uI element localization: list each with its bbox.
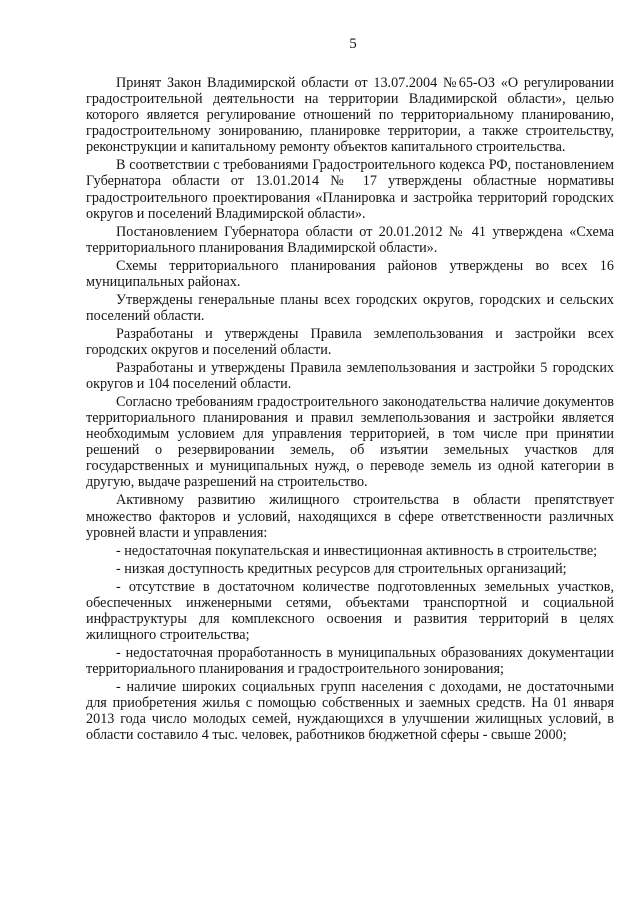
list-item-low-activity: - недостаточная покупательская и инвестиционная активность в строительстве; <box>116 542 598 559</box>
paragraph-law-adoption: Принят Закон Владимирской области от 13.07.2004 №65-ОЗ «О регулировании градостроительной деятельности на территории Владимирской области», целью которого является регулирование отношений по территориальному планированию, градостроительному зонированию, планировке территории, а также строительству, реконструкции и капитальному ремонту объектов капитального строительства. <box>86 75 614 156</box>
paragraph-territorial-scheme: Постановлением Губернатора области от 20.01.2012 № 41 утверждена «Схема территориального планирования Владимирской области». <box>86 223 614 256</box>
paragraph-regional-norms: В соответствии с требованиями Градостроительного кодекса РФ, постановлением Губернатора области от 13.01.2014 № 17 утверждены областные нормативы градостроительного проектирования «Планировка и застройка территорий городских округов и поселений Владимирской области». <box>86 157 614 222</box>
paragraph-obstacles-intro: Активному развитию жилищного строительства в области препятствует множество факторов и условий, находящихся в сфере ответственности различных уровней власти и управления: <box>86 492 614 541</box>
list-item-low-income-groups: - наличие широких социальных групп населения с доходами, не достаточными для приобретения жилья с помощью собственных и заемных средств. На 01 января 2013 года число молодых семей, нуждающихся в улучшении жилищных условий, в области составило 4 тыс. человек, работников бюджетной сферы - свыше 2000; <box>86 678 614 744</box>
list-item-planning-documentation: - недостаточная проработанность в муниципальных образованиях документации территориального планирования и градостроительного зонирования; <box>86 644 614 677</box>
paragraph-land-use-rules-count: Разработаны и утверждены Правила землепользования и застройки 5 городских округов и 104 поселений области. <box>86 359 614 393</box>
list-item-credit-access: - низкая доступность кредитных ресурсов для строительных организаций; <box>116 560 567 577</box>
document-body <box>86 75 614 743</box>
paragraph-legislation-requirements: Согласно требованиям градостроительного законодательства наличие документов территориального планирования и правил землепользования и застройки является необходимым условием для управления территорией, в том числе при принятии решений о резервировании земель, об изъятии земельных участков для государственных и муниципальных нужд, о переводе земель из одной категории в другую, выдаче разрешений на строительство. <box>86 394 614 491</box>
list-item-land-plots: - отсутствие в достаточном количестве подготовленных земельных участков, обеспеченных инженерными сетями, объектами транспортной и социальной инфраструктуры для комплексного освоения и развития территорий в целях жилищного строительства; <box>86 578 614 643</box>
paragraph-general-plans: Утверждены генеральные планы всех городских округов, городских и сельских поселений области. <box>86 291 614 324</box>
paragraph-land-use-rules-all: Разработаны и утверждены Правила землепользования и застройки всех городских округов и поселений области. <box>86 325 614 358</box>
paragraph-district-schemes: Схемы территориального планирования районов утверждены во всех 16 муниципальных районах. <box>86 257 614 290</box>
page-number: 5 <box>349 36 357 52</box>
